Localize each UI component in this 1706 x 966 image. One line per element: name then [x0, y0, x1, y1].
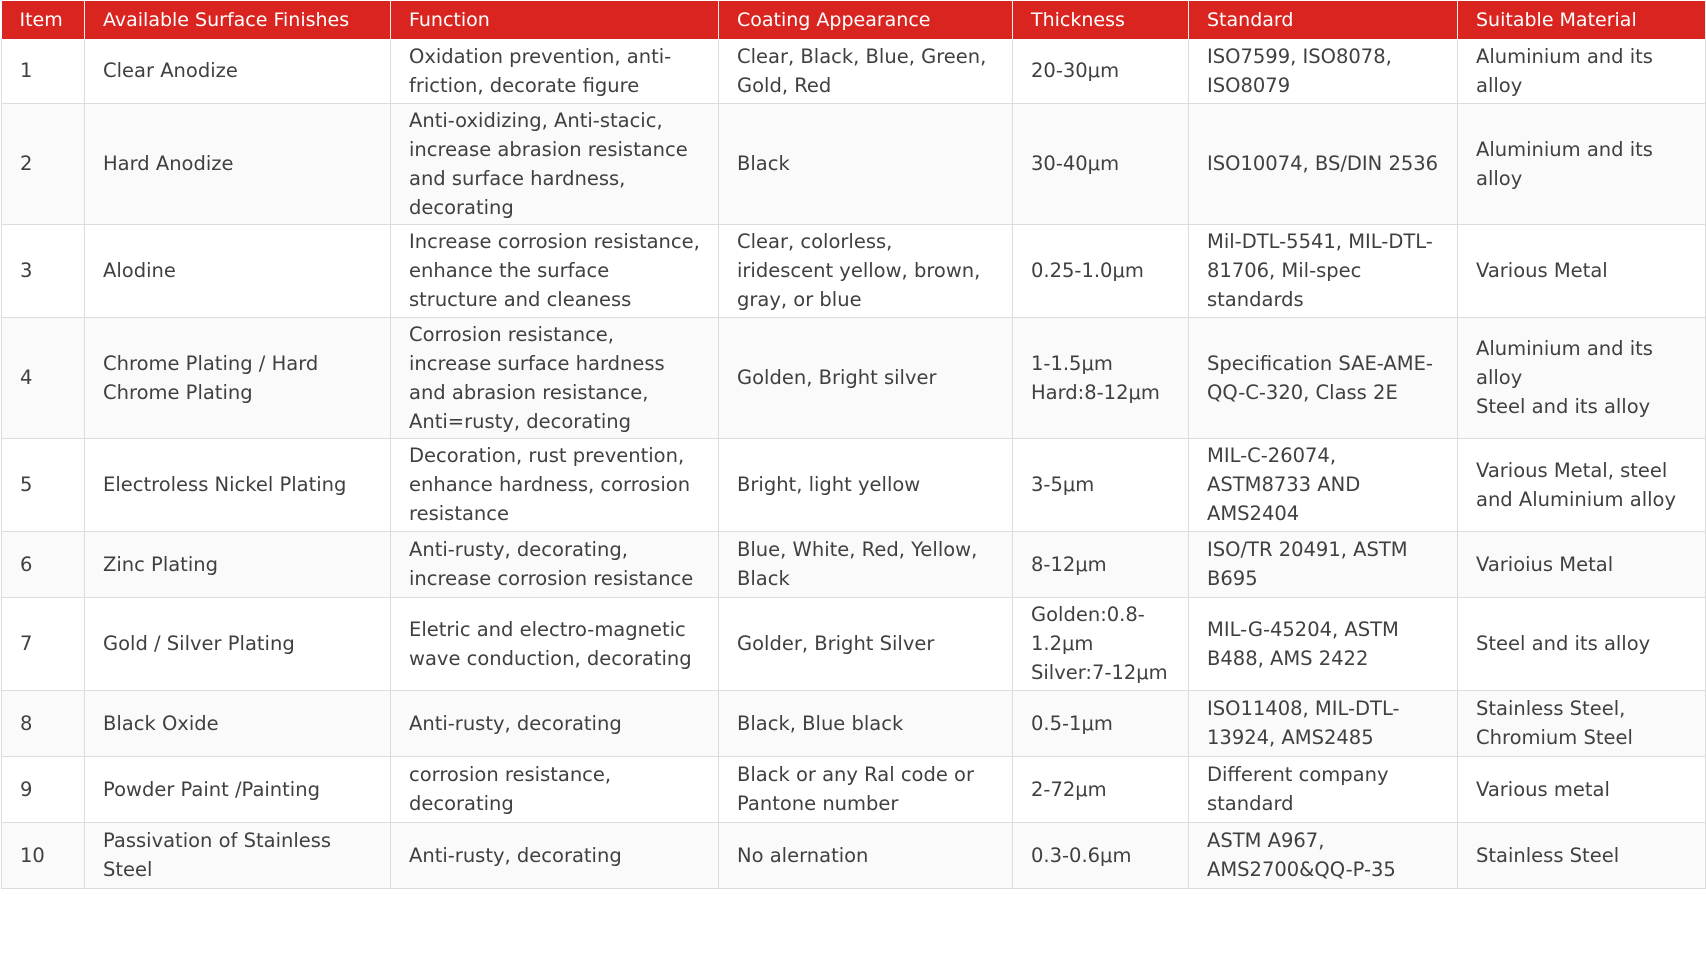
cell-material — [1458, 756, 1706, 822]
cell-finish: Gold / Silver Plating — [85, 597, 391, 690]
cell-standard: ISO7599, ISO8078, ISO8079 — [1189, 39, 1458, 103]
cell-material — [1458, 317, 1706, 438]
cell-standard: ISO/TR 20491, ASTM B695 — [1189, 531, 1458, 597]
cell-finish: Black Oxide — [85, 690, 391, 756]
cell-material — [1458, 224, 1706, 317]
cell-item: 5 — [2, 438, 85, 531]
cell-item: 6 — [2, 531, 85, 597]
cell-finish: Hard Anodize — [85, 103, 391, 224]
cell-material — [1458, 822, 1706, 888]
table-row — [2, 597, 1706, 690]
cell-standard: MIL-C-26074, ASTM8733 AND AMS2404 — [1189, 438, 1458, 531]
cell-material — [1458, 103, 1706, 224]
header-appearance: Coating Appearance — [719, 1, 1013, 39]
cell-appearance: Bright, light yellow — [719, 438, 1013, 531]
header-thickness: Thickness — [1013, 1, 1189, 39]
material-line: Various metal — [1476, 777, 1610, 801]
cell-finish: Powder Paint /Painting — [85, 756, 391, 822]
material-line: Steel and its alloy — [1476, 395, 1651, 418]
table-row — [2, 756, 1706, 822]
thickness-line: 0.25-1.0μm — [1031, 259, 1144, 282]
cell-thickness — [1013, 317, 1189, 438]
header-finish: Available Surface Finishes — [85, 1, 391, 39]
cell-standard: ISO11408, MIL-DTL-13924, AMS2485 — [1189, 690, 1458, 756]
thickness-line: Hard:8-12μm — [1031, 380, 1160, 404]
cell-standard: MIL-G-45204, ASTM B488, AMS 2422 — [1189, 597, 1458, 690]
cell-function: Increase corrosion resistance, enhance the surface structure and cleaness — [391, 224, 719, 317]
cell-appearance: Clear, colorless, iridescent yellow, brown, gray, or blue — [719, 224, 1013, 317]
table-row — [2, 438, 1706, 531]
cell-finish: Passivation of Stainless Steel — [85, 822, 391, 888]
cell-thickness — [1013, 531, 1189, 597]
thickness-line: 3-5μm — [1031, 473, 1095, 496]
thickness-line: 0.3-0.6μm — [1031, 843, 1132, 867]
thickness-line: Golden:0.8-1.2μm — [1031, 603, 1145, 655]
material-line: Steel and its alloy — [1476, 632, 1651, 655]
header-standard: Standard — [1189, 1, 1458, 39]
cell-thickness — [1013, 39, 1189, 103]
table-header — [2, 1, 1706, 39]
table-row — [2, 822, 1706, 888]
cell-appearance: Golder, Bright Silver — [719, 597, 1013, 690]
material-line: Aluminium and its alloy — [1476, 137, 1653, 190]
surface-finish-table — [1, 1, 1706, 889]
thickness-line: 1-1.5μm — [1031, 351, 1113, 375]
cell-item: 7 — [2, 597, 85, 690]
cell-item: 8 — [2, 690, 85, 756]
cell-item: 1 — [2, 39, 85, 103]
cell-item: 4 — [2, 317, 85, 438]
cell-standard: Specification SAE-AME-QQ-C-320, Class 2E — [1189, 317, 1458, 438]
cell-function: Anti-rusty, decorating, increase corrosion resistance — [391, 531, 719, 597]
table-row — [2, 103, 1706, 224]
cell-thickness — [1013, 822, 1189, 888]
cell-item: 2 — [2, 103, 85, 224]
cell-function: Decoration, rust prevention, enhance hardness, corrosion resistance — [391, 438, 719, 531]
material-line: Stainless Steel, Chromium Steel — [1476, 697, 1633, 749]
cell-function: Corrosion resistance, increase surface hardness and abrasion resistance, Anti=rusty, decorating — [391, 317, 719, 438]
cell-appearance: Black or any Ral code or Pantone number — [719, 756, 1013, 822]
table-row — [2, 531, 1706, 597]
table-row — [2, 224, 1706, 317]
cell-finish: Electroless Nickel Plating — [85, 438, 391, 531]
cell-finish: Alodine — [85, 224, 391, 317]
cell-material — [1458, 690, 1706, 756]
page — [0, 1, 1706, 966]
cell-appearance: Golden, Bright silver — [719, 317, 1013, 438]
header-row — [2, 1, 1706, 39]
thickness-line: 30-40μm — [1031, 152, 1120, 175]
cell-appearance: No alernation — [719, 822, 1013, 888]
cell-thickness — [1013, 438, 1189, 531]
cell-finish: Chrome Plating / Hard Chrome Plating — [85, 317, 391, 438]
cell-standard: ISO10074, BS/DIN 2536 — [1189, 103, 1458, 224]
cell-thickness — [1013, 224, 1189, 317]
material-line: Aluminium and its alloy — [1476, 337, 1653, 389]
cell-standard: ASTM A967, AMS2700&QQ-P-35 — [1189, 822, 1458, 888]
cell-function: Anti-rusty, decorating — [391, 822, 719, 888]
cell-function: Anti-rusty, decorating — [391, 690, 719, 756]
cell-standard: Different company standard — [1189, 756, 1458, 822]
cell-thickness — [1013, 690, 1189, 756]
table-body — [2, 39, 1706, 888]
cell-item: 10 — [2, 822, 85, 888]
thickness-line: 0.5-1μm — [1031, 711, 1113, 735]
header-function: Function — [391, 1, 719, 39]
material-line: Stainless Steel — [1476, 843, 1620, 867]
material-line: Various Metal — [1476, 259, 1608, 282]
cell-thickness — [1013, 756, 1189, 822]
table-row — [2, 317, 1706, 438]
table-row — [2, 690, 1706, 756]
cell-appearance: Black, Blue black — [719, 690, 1013, 756]
material-line: Aluminium and its alloy — [1476, 44, 1653, 97]
thickness-line: 20-30μm — [1031, 59, 1120, 83]
cell-function: Eletric and electro-magnetic wave conduction, decorating — [391, 597, 719, 690]
cell-material — [1458, 597, 1706, 690]
thickness-line: 2-72μm — [1031, 777, 1107, 801]
cell-material — [1458, 39, 1706, 103]
cell-standard: Mil-DTL-5541, MIL-DTL-81706, Mil-spec standards — [1189, 224, 1458, 317]
cell-appearance: Black — [719, 103, 1013, 224]
cell-thickness — [1013, 597, 1189, 690]
cell-item: 3 — [2, 224, 85, 317]
material-line: Varioius Metal — [1476, 552, 1614, 576]
cell-material — [1458, 531, 1706, 597]
material-line: Various Metal, steel and Aluminium alloy — [1476, 458, 1676, 511]
table-row — [2, 39, 1706, 103]
thickness-line: Silver:7-12μm — [1031, 661, 1168, 684]
cell-finish: Zinc Plating — [85, 531, 391, 597]
cell-material — [1458, 438, 1706, 531]
cell-function: Anti-oxidizing, Anti-stacic, increase abrasion resistance and surface hardness, decorating — [391, 103, 719, 224]
thickness-line: 8-12μm — [1031, 552, 1107, 576]
cell-item: 9 — [2, 756, 85, 822]
cell-appearance: Clear, Black, Blue, Green, Gold, Red — [719, 39, 1013, 103]
cell-function: Oxidation prevention, anti-friction, decorate figure — [391, 39, 719, 103]
cell-finish: Clear Anodize — [85, 39, 391, 103]
cell-thickness — [1013, 103, 1189, 224]
header-item: Item — [2, 1, 85, 39]
header-material: Suitable Material — [1458, 1, 1706, 39]
cell-function: corrosion resistance, decorating — [391, 756, 719, 822]
cell-appearance: Blue, White, Red, Yellow, Black — [719, 531, 1013, 597]
